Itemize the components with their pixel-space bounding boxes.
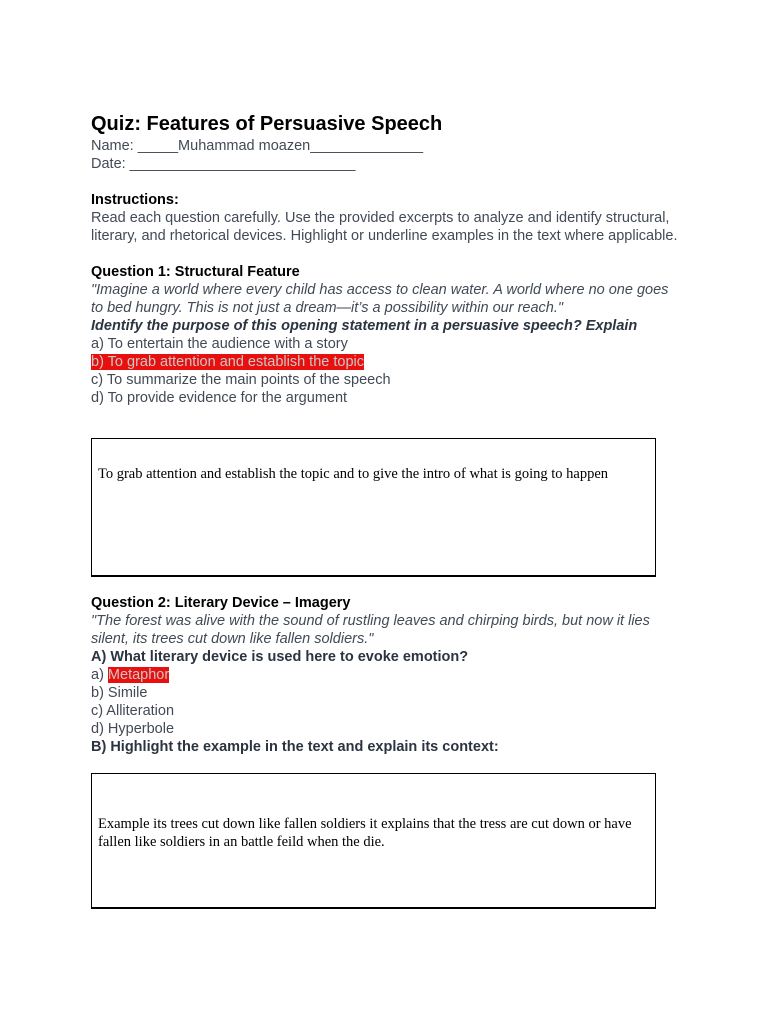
- quiz-header-section: [91, 111, 691, 407]
- question-2-answer-text[interactable]: Example its trees cut down like fallen soldiers it explains that the tress are cut down or have fallen like soldiers in an battle feild when the die.: [98, 816, 632, 850]
- question-1-prompt: Identify the purpose of this opening statement in a persuasive speech? Explain: [91, 318, 638, 334]
- question-2-section: [91, 594, 691, 756]
- question-1-option-b: [91, 353, 691, 371]
- name-line: Name: _____Muhammad moazen______________: [91, 138, 424, 154]
- instructions-heading: Instructions:: [91, 192, 179, 208]
- spacer: [91, 173, 691, 191]
- instructions-text: Read each question carefully. Use the provided excerpts to analyze and identify structural, literary, and rhetorical devices. Highlight or underline examples in the text where applicable.: [91, 210, 678, 244]
- page-title: Quiz: Features of Persuasive Speech: [91, 113, 443, 135]
- highlighted-answer: Metaphor: [107, 667, 170, 683]
- question-1-option-c: c) To summarize the main points of the speech: [91, 372, 391, 388]
- question-1-answer-box[interactable]: [91, 438, 656, 577]
- question-2-option-c: c) Alliteration: [91, 703, 175, 719]
- question-2-answer-box[interactable]: [91, 773, 656, 909]
- question-2-excerpt: "The forest was alive with the sound of rustling leaves and chirping birds, but now it lies silent, its trees cut down like fallen soldiers.": [91, 613, 650, 647]
- question-1-option-a: a) To entertain the audience with a story: [91, 336, 348, 352]
- spacer: [91, 245, 691, 263]
- highlighted-answer: b) To grab attention and establish the topic: [91, 354, 365, 370]
- question-1-option-d: d) To provide evidence for the argument: [91, 390, 348, 406]
- question-2-option-d: d) Hyperbole: [91, 721, 175, 737]
- question-2-part-b: B) Highlight the example in the text and explain its context:: [91, 739, 499, 755]
- question-1-excerpt: "Imagine a world where every child has access to clean water. A world where no one goes to bed hungry. This is not just a dream—it’s a possibility within our reach.": [91, 282, 669, 316]
- question-1-answer-text[interactable]: To grab attention and establish the topic and to give the intro of what is going to happen: [98, 466, 608, 482]
- date-line: Date: ____________________________: [91, 156, 356, 172]
- question-2-option-a: a) Metaphor: [91, 667, 170, 683]
- question-2-part-a: A) What literary device is used here to evoke emotion?: [91, 649, 469, 665]
- question-1-heading: Question 1: Structural Feature: [91, 264, 300, 280]
- question-2-option-b: b) Simile: [91, 685, 148, 701]
- question-2-heading: Question 2: Literary Device – Imagery: [91, 595, 351, 611]
